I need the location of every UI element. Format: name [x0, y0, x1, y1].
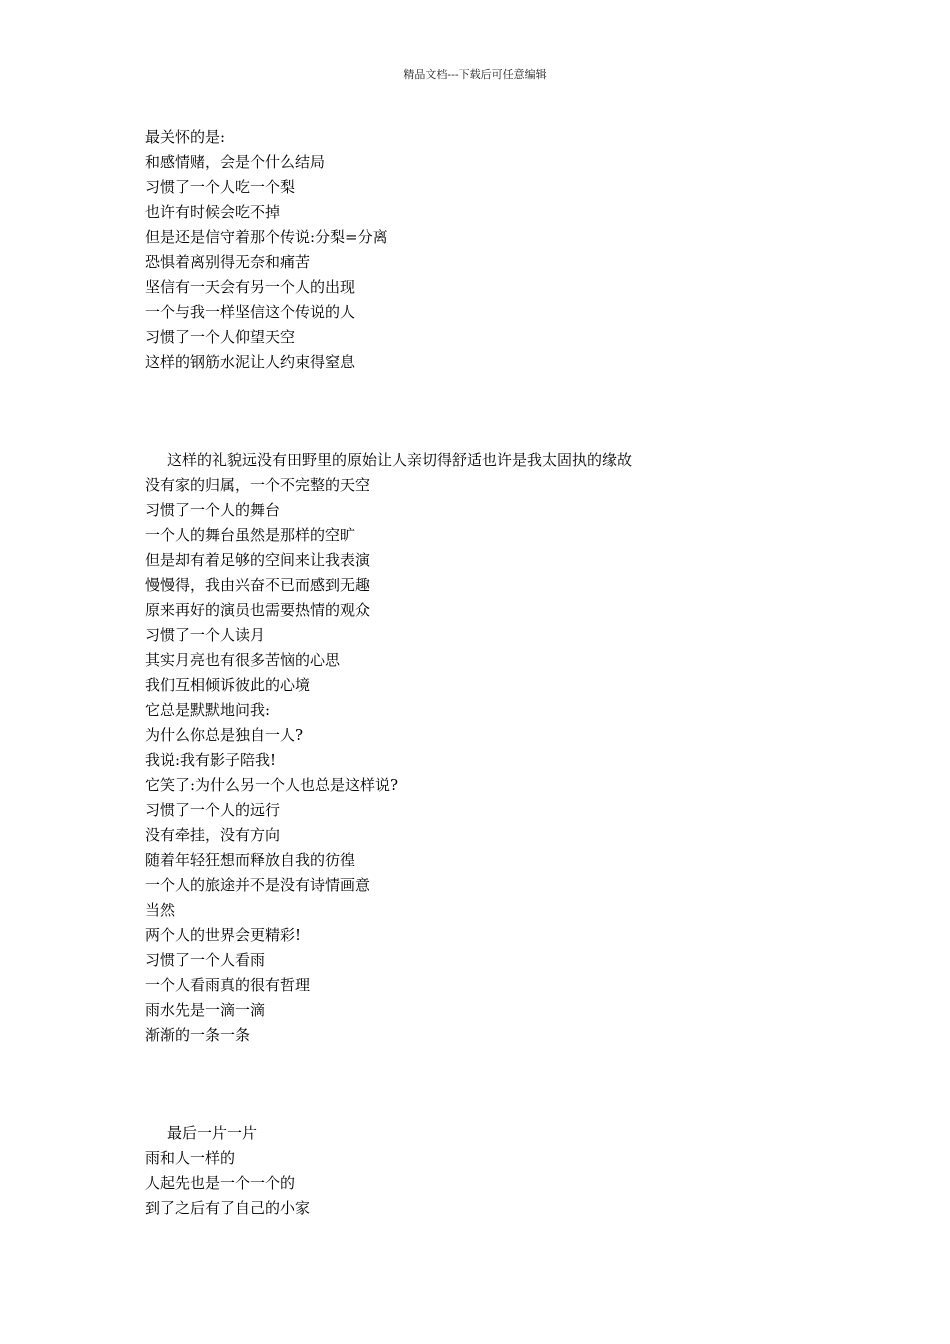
text-line: 为什么你总是独自一人?: [145, 726, 304, 744]
text-line: 最关怀的是:: [145, 128, 226, 146]
paragraph-block-2: [145, 448, 845, 1048]
text-line: 原来再好的演员也需要热情的观众: [145, 601, 371, 619]
text-line: 习惯了一个人吃一个梨: [145, 178, 296, 196]
text-line: 也许有时候会吃不掉: [145, 203, 281, 221]
text-line: 习惯了一个人仰望天空: [145, 328, 296, 346]
text-line: 两个人的世界会更精彩!: [145, 926, 302, 944]
text-line-indented: 这样的礼貌远没有田野里的原始让人亲切得舒适也许是我太固执的缘故: [167, 451, 633, 469]
text-line: 习惯了一个人的远行: [145, 801, 281, 819]
paragraph-block-3: [145, 1121, 845, 1221]
text-line: 雨和人一样的: [145, 1149, 236, 1167]
text-line: 我们互相倾诉彼此的心境: [145, 676, 311, 694]
text-line: 一个人看雨真的很有哲理: [145, 976, 311, 994]
text-line: 习惯了一个人读月: [145, 626, 266, 644]
text-line: 当然: [145, 901, 176, 919]
text-line: 一个人的舞台虽然是那样的空旷: [145, 526, 356, 544]
text-line: 和感情赌，会是个什么结局: [145, 153, 326, 171]
text-line: 到了之后有了自己的小家: [145, 1199, 311, 1217]
text-line: 习惯了一个人的舞台: [145, 501, 281, 519]
text-line-indented: 最后一片一片: [167, 1124, 258, 1142]
text-line: 坚信有一天会有另一个人的出现: [145, 278, 356, 296]
text-line: 雨水先是一滴一滴: [145, 1001, 266, 1019]
text-line: 但是还是信守着那个传说:分梨=分离: [145, 228, 388, 246]
text-line: 慢慢得，我由兴奋不已而感到无趣: [145, 576, 371, 594]
text-line: 渐渐的一条一条: [145, 1026, 251, 1044]
text-line: 习惯了一个人看雨: [145, 951, 266, 969]
text-line: 一个人的旅途并不是没有诗情画意: [145, 876, 371, 894]
text-line: 一个与我一样坚信这个传说的人: [145, 303, 356, 321]
text-line: 我说:我有影子陪我!: [145, 751, 277, 769]
text-line: 随着年轻狂想而释放自我的彷徨: [145, 851, 356, 869]
text-line: 恐惧着离别得无奈和痛苦: [145, 253, 311, 271]
text-line: 其实月亮也有很多苦恼的心思: [145, 651, 341, 669]
text-line: 这样的钢筋水泥让人约束得窒息: [145, 353, 356, 371]
paragraph-block-1: [145, 125, 845, 375]
text-line: 它总是默默地问我:: [145, 701, 271, 719]
text-line: 人起先也是一个一个的: [145, 1174, 296, 1192]
text-line: 没有牵挂，没有方向: [145, 826, 281, 844]
text-line: 它笑了:为什么另一个人也总是这样说?: [145, 776, 399, 794]
text-line: 没有家的归属，一个不完整的天空: [145, 476, 371, 494]
page-header: 精品文档---下载后可任意编辑: [403, 68, 547, 81]
text-line: 但是却有着足够的空间来让我表演: [145, 551, 371, 569]
